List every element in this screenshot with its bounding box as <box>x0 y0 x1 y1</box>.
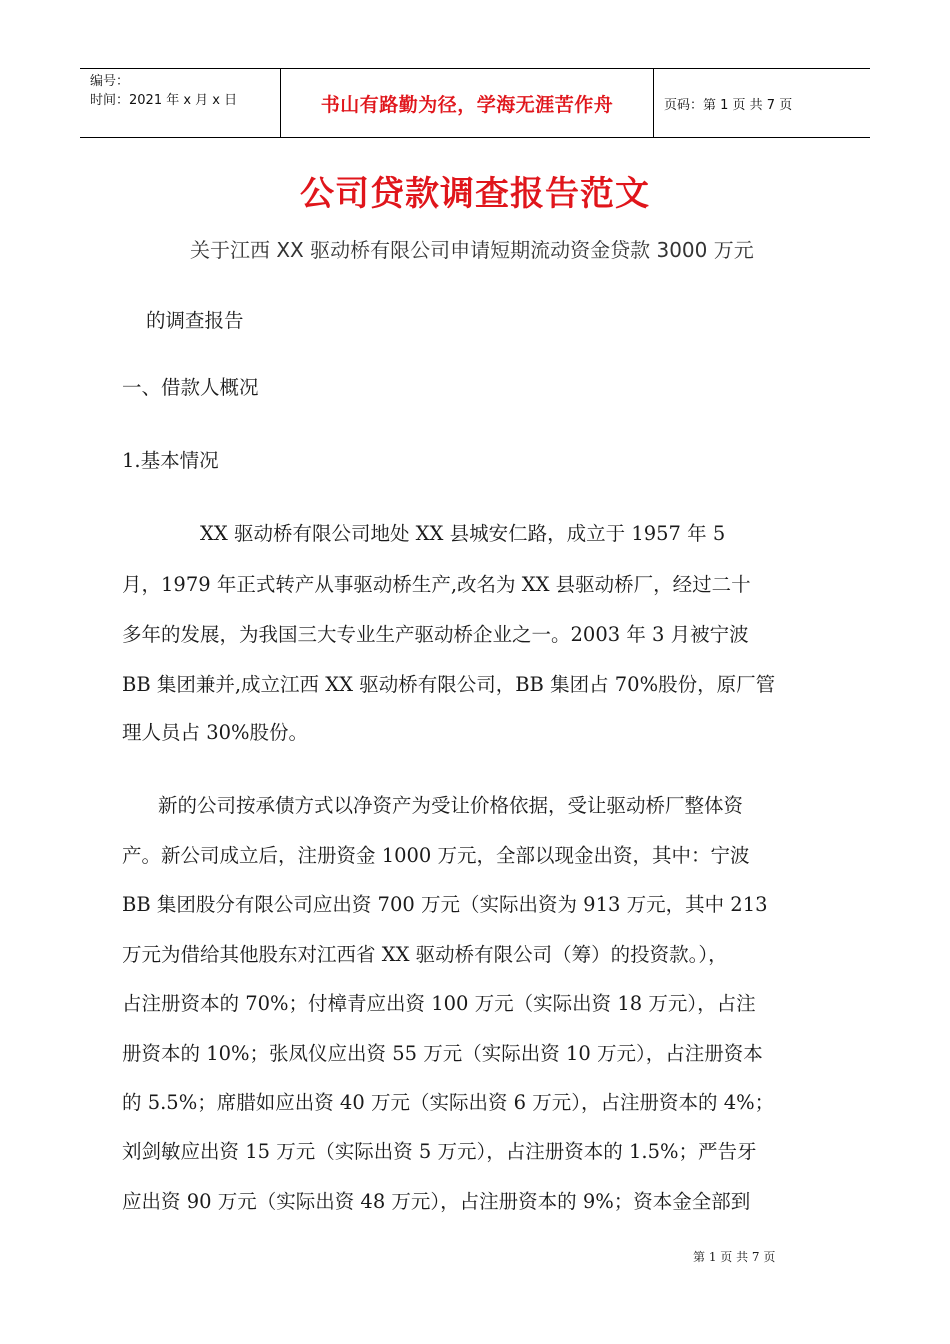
header-meta <box>80 69 281 137</box>
paragraph-line: 刘剑敏应出资 15 万元（实际出资 5 万元），占注册资本的 1.5%；严告牙 <box>122 1140 757 1163</box>
document-title: 公司贷款调查报告范文 <box>300 174 650 214</box>
page-footer: 第 1 页 共 7 页 <box>693 1250 776 1264</box>
subsection-heading: 1.基本情况 <box>122 449 219 472</box>
header-motto: 书山有路勤为径，学海无涯苦作舟 <box>281 69 654 137</box>
paragraph-line: 册资本的 10%；张凤仪应出资 55 万元（实际出资 10 万元），占注册资本 <box>122 1042 763 1065</box>
paragraph-line: 占注册资本的 70%；付樟青应出资 100 万元（实际出资 18 万元），占注 <box>122 992 756 1015</box>
paragraph-line: 理人员占 30%股份。 <box>122 721 309 744</box>
paragraph-line: BB 集团兼并,成立江西 XX 驱动桥有限公司，BB 集团占 70%股份，原厂管 <box>122 673 776 696</box>
section-heading: 一、借款人概况 <box>122 376 259 399</box>
paragraph-line: 多年的发展，为我国三大专业生产驱动桥企业之一。2003 年 3 月被宁波 <box>122 623 749 646</box>
paragraph-line: 月，1979 年正式转产从事驱动桥生产,改名为 XX 县驱动桥厂，经过二十 <box>122 573 751 596</box>
subtitle-line-2: 的调查报告 <box>146 309 244 332</box>
paragraph-line: BB 集团股分有限公司应出资 700 万元（实际出资为 913 万元，其中 213 <box>122 893 768 916</box>
paragraph-line: 万元为借给其他股东对江西省 XX 驱动桥有限公司（筹）的投资款。）， <box>122 943 728 966</box>
page-header <box>80 68 870 138</box>
subtitle-line-1: 关于江西 XX 驱动桥有限公司申请短期流动资金贷款 3000 万元 <box>190 238 754 262</box>
paragraph-line: 产。新公司成立后，注册资金 1000 万元，全部以现金出资，其中：宁波 <box>122 844 750 867</box>
paragraph-line: 的 5.5%；席腊如应出资 40 万元（实际出资 6 万元），占注册资本的 4%； <box>122 1091 775 1114</box>
header-time: 时间：2021 年 x 月 x 日 <box>90 93 238 108</box>
paragraph-line: 新的公司按承债方式以净资产为受让价格依据，受让驱动桥厂整体资 <box>158 794 744 817</box>
header-page-info: 页码：第 1 页 共 7 页 <box>664 97 793 113</box>
paragraph-line: 应出资 90 万元（实际出资 48 万元），占注册资本的 9%；资本金全部到 <box>122 1190 751 1213</box>
paragraph-line: XX 驱动桥有限公司地处 XX 县城安仁路，成立于 1957 年 5 <box>200 522 726 545</box>
header-number: 编号： <box>90 74 130 89</box>
